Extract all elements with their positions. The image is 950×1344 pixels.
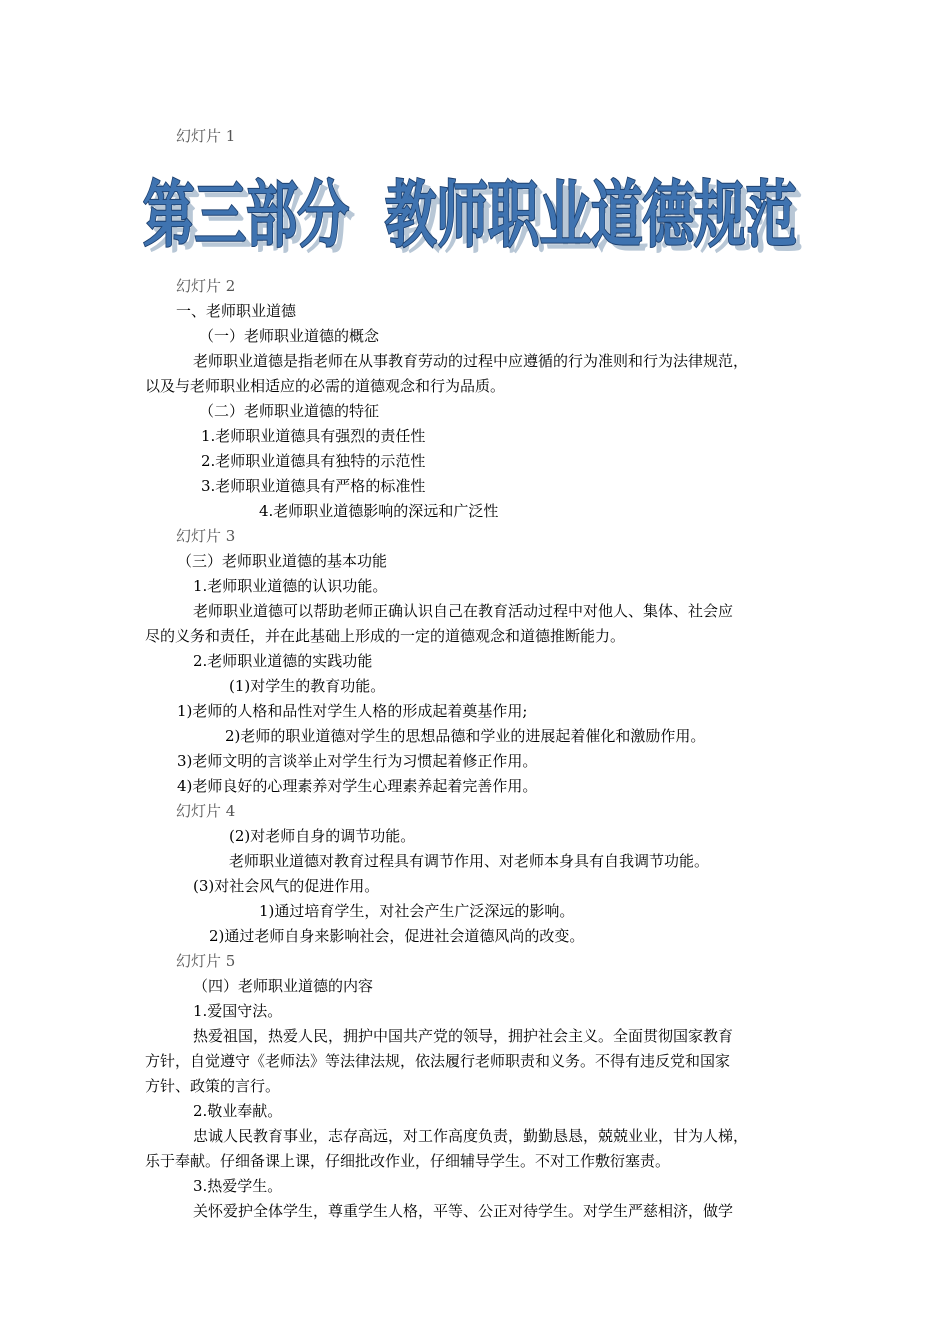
- list-item: (2)对老师自身的调节功能。: [229, 827, 416, 845]
- list-item: 1)老师的人格和品性对学生人格的形成起着奠基作用;: [177, 702, 528, 720]
- list-item: 1.老师职业道德具有强烈的责任性: [201, 427, 426, 445]
- paragraph-line: 老师职业道德对教育过程具有调节作用、对老师本身具有自我调节功能。: [229, 852, 710, 870]
- paragraph-line: 乐于奉献。仔细备课上课，仔细批改作业，仔细辅导学生。不对工作敷衍塞责。: [145, 1152, 671, 1170]
- subsection-heading: （一）老师职业道德的概念: [199, 327, 380, 345]
- paragraph-line: 老师职业道德是指老师在从事教育劳动的过程中应遵循的行为准则和行为法律规范，: [193, 352, 749, 370]
- slide-label: 幻灯片 1: [176, 127, 236, 145]
- paragraph-line: 尽的义务和责任，并在此基础上形成的一定的道德观念和道德推断能力。: [145, 627, 626, 645]
- slide-label: 幻灯片 4: [176, 802, 236, 820]
- list-item: 2.敬业奉献。: [193, 1102, 283, 1120]
- list-item: (3)对社会风气的促进作用。: [193, 877, 380, 895]
- paragraph-line: 方针、政策的言行。: [145, 1077, 281, 1095]
- list-item: 2)老师的职业道德对学生的思想品德和学业的进展起着催化和激励作用。: [225, 727, 706, 745]
- title-text: 第三部分 教师职业道德规范: [143, 173, 797, 257]
- list-item: 3)老师文明的言谈举止对学生行为习惯起着修正作用。: [177, 752, 538, 770]
- paragraph-line: 忠诚人民教育事业，志存高远，对工作高度负责，勤勤恳恳，兢兢业业，甘为人梯，: [193, 1127, 749, 1145]
- paragraph-line: 以及与老师职业相适应的必需的道德观念和行为品质。: [145, 377, 506, 395]
- list-item: 3.老师职业道德具有严格的标准性: [201, 477, 426, 495]
- subsection-heading: （二）老师职业道德的特征: [199, 402, 380, 420]
- list-item: 3.热爱学生。: [193, 1177, 283, 1195]
- paragraph-line: 热爱祖国，热爱人民，拥护中国共产党的领导，拥护社会主义。全面贯彻国家教育: [193, 1027, 734, 1045]
- list-item: (1)对学生的教育功能。: [229, 677, 386, 695]
- list-item: 1)通过培育学生，对社会产生广泛深远的影响。: [259, 902, 575, 920]
- paragraph-line: 老师职业道德可以帮助老师正确认识自己在教育活动过程中对他人、集体、社会应: [193, 602, 734, 620]
- section-heading: 一、老师职业道德: [176, 302, 297, 320]
- slide-label: 幻灯片 3: [176, 527, 236, 545]
- slide-label: 幻灯片 2: [176, 277, 236, 295]
- title-shadow: 第三部分 教师职业道德规范: [149, 179, 803, 263]
- subsection-heading: （四）老师职业道德的内容: [193, 977, 374, 995]
- paragraph-line: 方针，自觉遵守《老师法》等法律法规，依法履行老师职责和义务。不得有违反党和国家: [145, 1052, 731, 1070]
- document-title: [143, 166, 813, 266]
- subsection-heading: （三）老师职业道德的基本功能: [177, 552, 388, 570]
- list-item: 4)老师良好的心理素养对学生心理素养起着完善作用。: [177, 777, 538, 795]
- list-item: 4.老师职业道德影响的深远和广泛性: [259, 502, 499, 520]
- list-item: 2.老师职业道德的实践功能: [193, 652, 373, 670]
- list-item: 2.老师职业道德具有独特的示范性: [201, 452, 426, 470]
- list-item: 1.老师职业道德的认识功能。: [193, 577, 388, 595]
- slide-label: 幻灯片 5: [176, 952, 236, 970]
- list-item: 1.爱国守法。: [193, 1002, 283, 1020]
- list-item: 2)通过老师自身来影响社会，促进社会道德风尚的改变。: [209, 927, 585, 945]
- paragraph-line: 关怀爱护全体学生，尊重学生人格，平等、公正对待学生。对学生严慈相济，做学: [193, 1202, 734, 1220]
